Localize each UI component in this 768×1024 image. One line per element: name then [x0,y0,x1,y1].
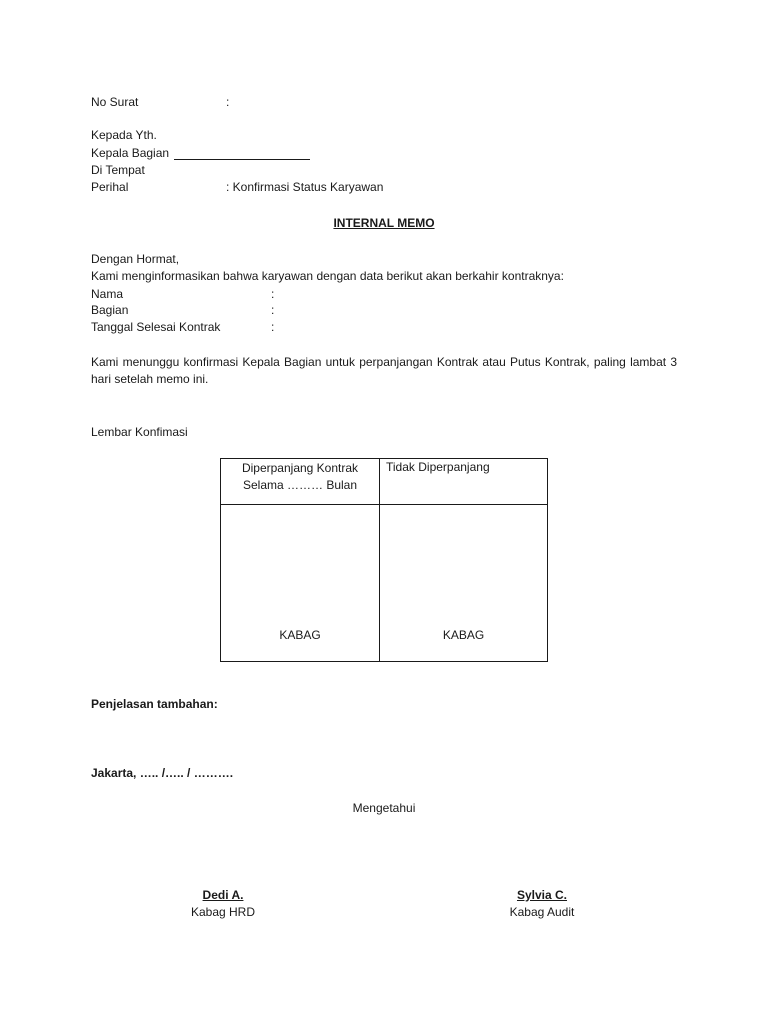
recipient-salutation: Kepada Yth. [91,128,157,142]
header-not-extended-text: Tidak Diperpanjang [386,460,490,474]
sign-cell-extend [221,505,380,662]
signatory-hrd-role: Kabag HRD [190,905,256,919]
header-not-extended [380,459,548,505]
perihal-value: : Konfirmasi Status Karyawan [226,180,384,194]
signatory-audit-role: Kabag Audit [509,905,575,919]
recipient-blank-line [174,159,310,160]
no-surat-colon: : [226,95,230,109]
intro-text: Kami menginformasikan bahwa karyawan dengan data berikut akan berkahir kontraknya: [91,269,564,283]
field-nama-colon: : [271,287,275,301]
field-bagian-colon: : [271,303,275,317]
sign-kabag-2: KABAG [442,628,485,642]
signatory-audit [462,887,622,921]
field-tanggal-label: Tanggal Selesai Kontrak [91,320,221,334]
header-extend-line1: Diperpanjang Kontrak [241,461,359,475]
request-paragraph: Kami menunggu konfirmasi Kepala Bagian untuk perpanjangan Kontrak atau Putus Kontrak, paling lambat 3 hari setelah memo ini. [91,355,677,386]
field-tanggal-colon: : [271,320,275,334]
field-nama-label: Nama [91,287,124,301]
sign-cell-not-extended [380,505,548,662]
confirmation-label: Lembar Konfimasi [91,425,188,439]
header-extend-contract [221,459,380,505]
date-line: Jakarta, ….. /….. / ………. [91,766,234,780]
recipient-title: Kepala Bagian [91,146,170,160]
field-bagian-label: Bagian [91,303,129,317]
acknowledged-label: Mengetahui [352,801,416,815]
greeting: Dengan Hormat, [91,252,180,266]
signatory-hrd-name: Dedi A. [202,888,244,902]
signatory-audit-name: Sylvia C. [516,888,568,902]
confirmation-table [220,458,548,662]
perihal-label: Perihal [91,180,129,194]
recipient-location: Di Tempat [91,163,145,177]
additional-explanation-label: Penjelasan tambahan: [91,697,218,711]
header-extend-line2: Selama ……… Bulan [242,478,358,492]
no-surat-label: No Surat [91,95,139,109]
sign-kabag-1: KABAG [279,628,321,642]
memo-title: INTERNAL MEMO [333,216,435,230]
signatory-hrd [143,887,303,921]
